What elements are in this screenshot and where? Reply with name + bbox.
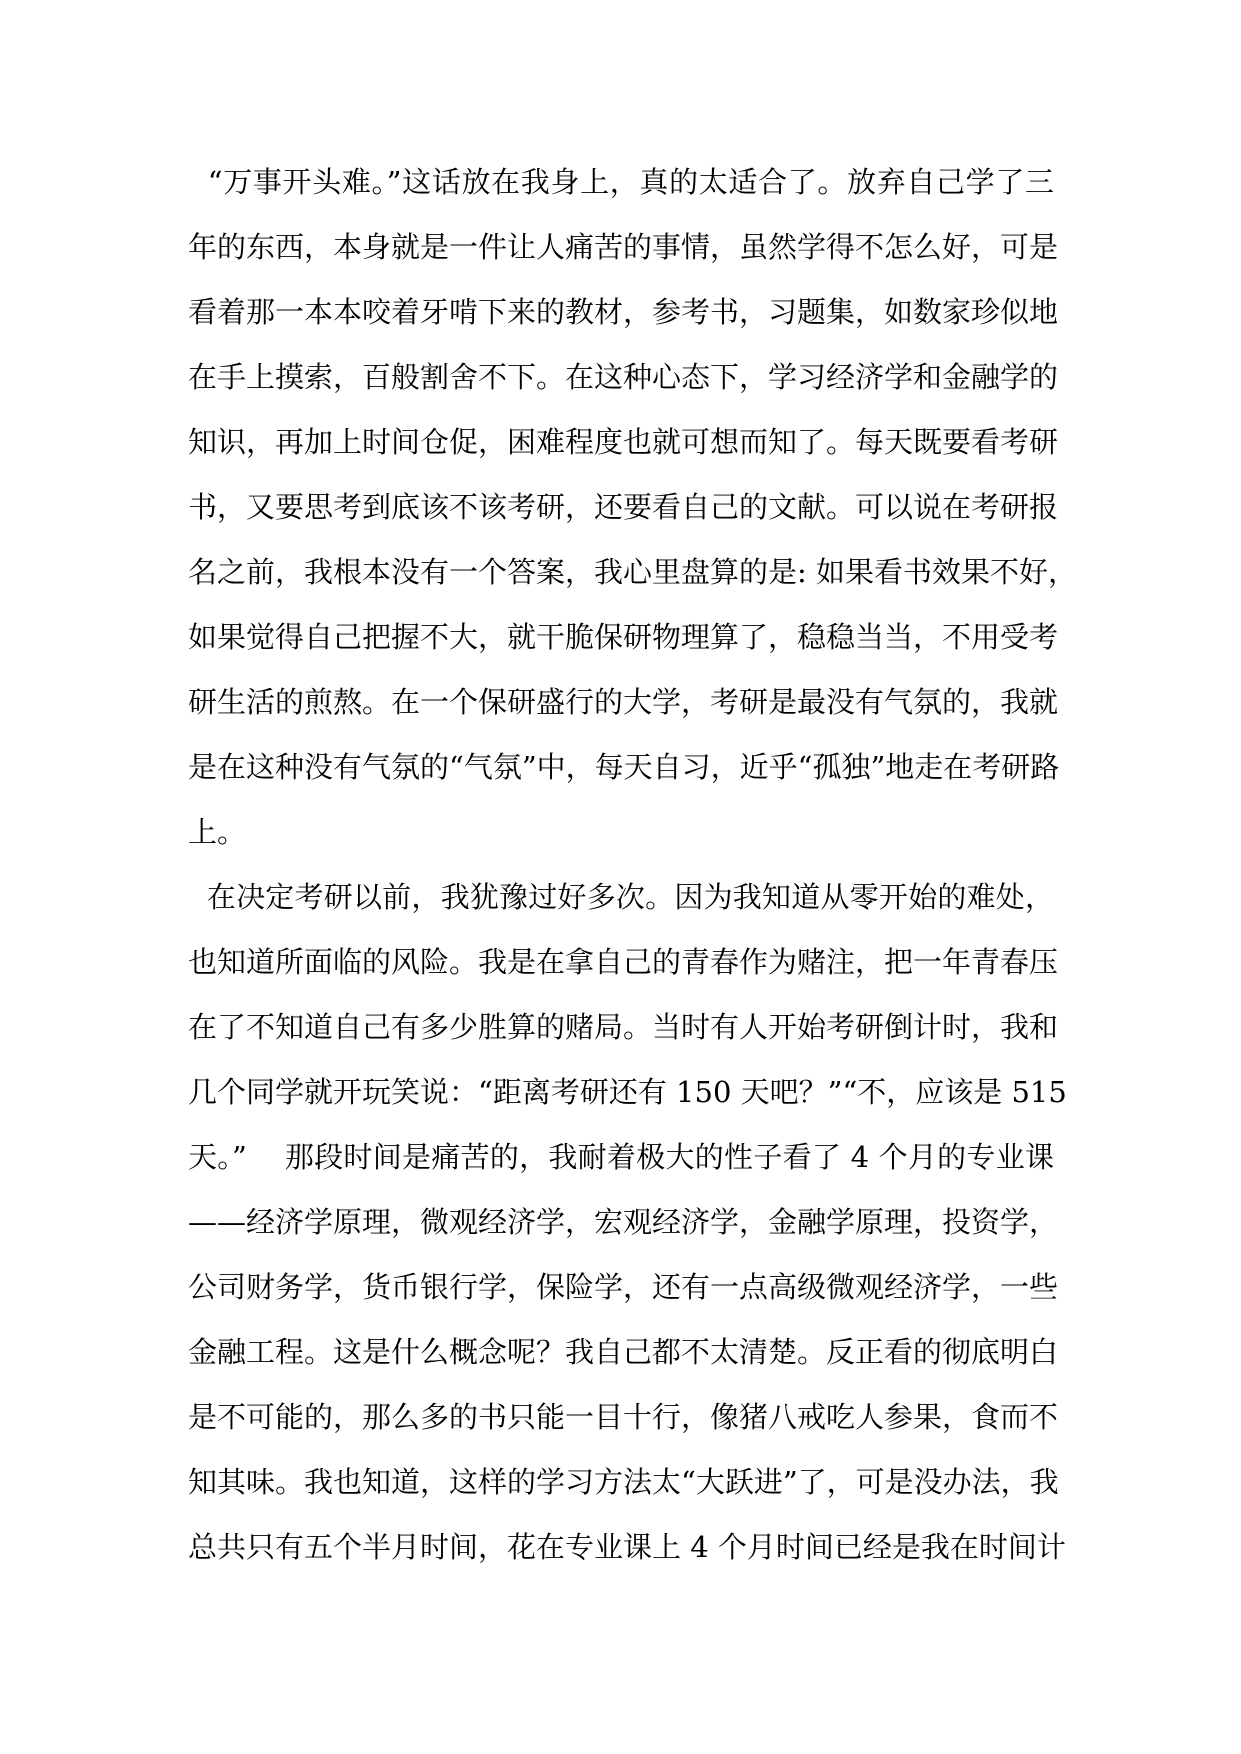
text-line: 看着那一本本咬着牙啃下来的教材，参考书，习题集，如数家珍似地 — [188, 295, 1059, 329]
paragraph-2 — [188, 865, 1067, 1580]
text-line: 总共只有五个半月时间，花在专业课上 4 个月时间已经是我在时间计 — [188, 1530, 1066, 1564]
text-line: 也知道所面临的风险。我是在拿自己的青春作为赌注，把一年青春压 — [188, 945, 1059, 979]
text-line: 天。” 那段时间是痛苦的，我耐着极大的性子看了 4 个月的专业课 — [188, 1140, 1054, 1174]
text-line: 如果觉得自己把握不大，就干脆保研物理算了，稳稳当当，不用受考 — [188, 620, 1059, 654]
text-line: 是在这种没有气氛的“气氛”中，每天自习，近乎“孤独”地走在考研路 — [188, 750, 1060, 784]
text-line: 公司财务学，货币银行学，保险学，还有一点高级微观经济学，一些 — [188, 1270, 1059, 1304]
text-line: 在决定考研以前，我犹豫过好多次。因为我知道从零开始的难处， — [188, 880, 1054, 914]
paragraph-1 — [188, 150, 1077, 865]
text-line: 金融工程。这是什么概念呢？我自己都不太清楚。反正看的彻底明白 — [188, 1335, 1059, 1369]
text-line: ——经济学原理，微观经济学，宏观经济学，金融学原理，投资学， — [188, 1205, 1059, 1239]
text-line: 书，又要思考到底该不该考研，还要看自己的文献。可以说在考研报 — [188, 490, 1059, 524]
text-line: 名之前，我根本没有一个答案，我心里盘算的是: 如果看书效果不好， — [188, 555, 1077, 589]
document-body — [188, 150, 1077, 1580]
text-line: 上。 — [188, 815, 247, 849]
text-line: 在手上摸索，百般割舍不下。在这种心态下，学习经济学和金融学的 — [188, 360, 1059, 394]
text-line: 研生活的煎熬。在一个保研盛行的大学，考研是最没有气氛的，我就 — [188, 685, 1059, 719]
text-line: 几个同学就开玩笑说：“距离考研还有 150 天吧？”“不，应该是 515 — [188, 1075, 1067, 1109]
text-line: 知其味。我也知道，这样的学习方法太“大跃进”了，可是没办法，我 — [188, 1465, 1059, 1499]
text-line: 知识，再加上时间仓促，困难程度也就可想而知了。每天既要看考研 — [188, 425, 1059, 459]
text-line: 在了不知道自己有多少胜算的赌局。当时有人开始考研倒计时，我和 — [188, 1010, 1059, 1044]
text-line: “万事开头难。”这话放在我身上，真的太适合了。放弃自己学了三 — [188, 165, 1054, 199]
text-line: 是不可能的，那么多的书只能一目十行，像猪八戒吃人参果，食而不 — [188, 1400, 1059, 1434]
text-line: 年的东西，本身就是一件让人痛苦的事情，虽然学得不怎么好，可是 — [188, 230, 1059, 264]
